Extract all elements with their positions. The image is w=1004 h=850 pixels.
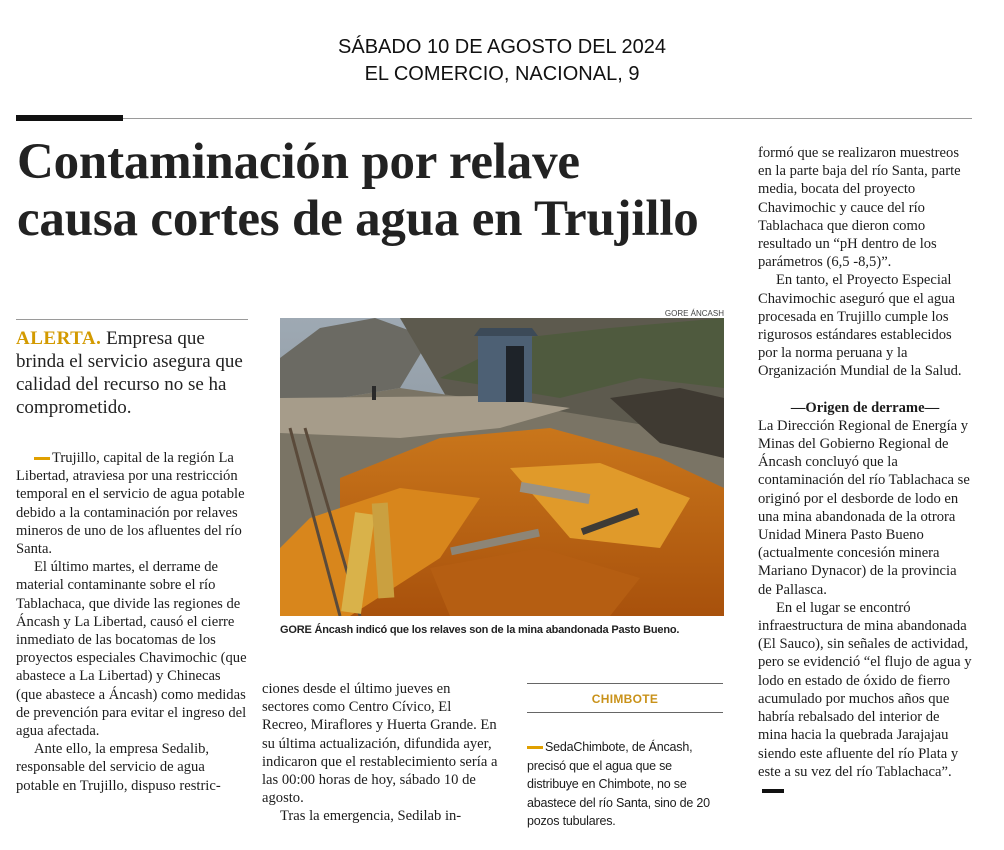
sidebar-mid-rule [527, 712, 723, 713]
subheading: —Origen de derrame— [790, 399, 940, 416]
paragraph: La Dirección Regional de Energía y Minas del Gobierno Regional de Áncash concluyó que la contaminación del río Tablachaca se originó por el desborde de lodo en una mina abandonada de la otrora Unidad Minera Pasto Bueno (actualmente concesión minera Mariano Dynacor) de la provincia de Pallasca. [758, 417, 970, 598]
end-mark [762, 789, 784, 793]
deck [16, 327, 248, 419]
publication-date: SÁBADO 10 DE AGOSTO DEL 2024 [338, 36, 666, 58]
sidebar-top-rule [527, 683, 723, 684]
top-rule [16, 118, 972, 119]
paragraph: Tras la emergencia, Sedilab in- [280, 808, 462, 825]
photo-caption: GORE Áncash indicó que los relaves son de la mina abandonada Pasto Bueno. [280, 624, 680, 636]
paragraph: ciones desde el último jueves en sectores como Centro Cívico, El Recreo, Miraflores y Huerta Grande. En su última actualización, difundida ayer, indicaron que el restablecimiento sería a las 00:00 horas de hoy, sábado 10 de agosto. [262, 681, 498, 807]
paragraph: En tanto, el Proyecto Especial Chavimochic aseguró que el agua procesada en Trujillo cumple los rigurosos estándares establecidos por la norma peruana y la Organización Mundial de la Salud. [758, 272, 962, 380]
photo-credit: GORE ÁNCASH [664, 309, 724, 318]
deck-text: Empresa que brinda el servicio asegura que calidad del recurso no se ha comprometido. [16, 328, 243, 418]
article-column-2 [262, 680, 498, 826]
headline-line-2: causa cortes de agua en Trujillo [17, 191, 699, 247]
photo-mine-tailings [280, 318, 724, 616]
sidebar-label: CHIMBOTE [591, 692, 659, 706]
paragraph: Ante ello, la empresa Sedalib, responsable del servicio de agua potable en Trujillo, dispuso restric- [16, 741, 221, 794]
paragraph: formó que se realizaron muestreos en la parte baja del río Santa, parte media, bocata del proyecto Chavimochic y cauce del río Tablachaca que dieron como resultado un “pH dentro de los parámetros (6,5 -8,5)”. [758, 145, 961, 271]
deck-kicker: ALERTA. [16, 328, 102, 349]
paragraph: El último martes, el derrame de material contaminante sobre el río Tablachaca, que divide las regiones de Áncash y La Libertad, causó el cierre inmediato de las bocatomas de los proyectos especiales Chavimochic (que abastece a La Libertad) y Chinecas (que abastece a Áncash) como medidas de prevención para evitar el ingreso del agua afectada. [16, 559, 247, 740]
headline [17, 134, 737, 248]
section-marker [16, 115, 123, 121]
publication-source: EL COMERCIO, NACIONAL, 9 [364, 63, 640, 85]
dateline [0, 34, 1004, 88]
article-column-4 [758, 144, 972, 799]
photo-illustration [280, 318, 724, 616]
sidebar-marker [527, 746, 543, 749]
headline-line-1: Contaminación por relave [17, 134, 580, 190]
paragraph: Trujillo, capital de la región La Libertad, atraviesa por una restricción temporal en el servicio de agua potable debido a la contaminación por relaves mineros de uno de los afluentes del río Santa. [16, 450, 245, 558]
deck-rule [16, 319, 248, 320]
article-column-1 [16, 449, 248, 795]
paragraph: En el lugar se encontró infraestructura de mina abandonada (El Sauco), sin señales de actividad, pero se evidenció “el flujo de agua y lodo en estado de óxido de fierro acumulado por muchos años que habría rebalsado del interior de mina hacia la quebrada Jarajajau siendo este afluente del río Plata y este a su vez del río Tablachaca”. [758, 599, 972, 799]
lead-marker [34, 457, 50, 460]
sidebar-text: SedaChimbote, de Áncash, precisó que el agua que se distribuye en Chimbote, no se abastece del río Santa, sino de 20 pozos tubulares. [527, 740, 710, 828]
